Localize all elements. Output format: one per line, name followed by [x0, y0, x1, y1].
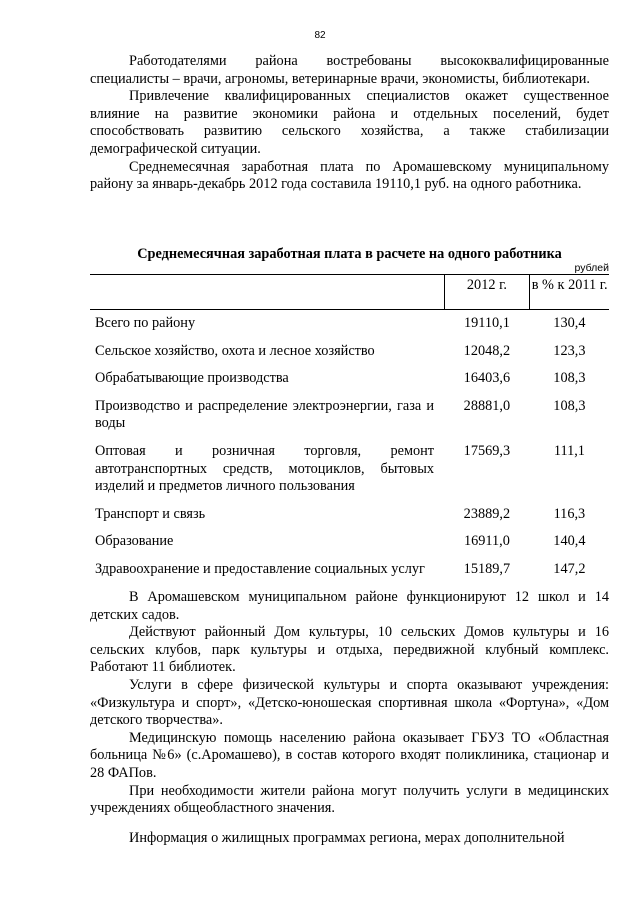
paragraph: Работодателями района востребованы высококвалифицированные специалисты – врачи, агрономы, ветеринарные врачи, экономисты, библиотекари. — [90, 53, 609, 87]
page-number: 82 — [314, 30, 326, 41]
table-header-row — [90, 275, 609, 310]
row-value: 12048,2 — [463, 342, 511, 359]
paragraph: Действуют районный Дом культуры, 10 сельских Домов культуры и 16 сельских клубов, парк культуры и отдыха, передвижной клубный комплекс. Работают 11 библиотек. — [90, 624, 609, 676]
paragraph: Услуги в сфере физической культуры и спорта оказывают учреждения: «Физкультура и спорт», «Детско-юношеская спортивная школа «Фортуна», «Дом детского творчества». — [90, 676, 609, 729]
table-title: Среднемесячная заработная плата в расчете на одного работника — [137, 246, 562, 262]
row-value: 28881,0 — [463, 397, 511, 414]
table-row — [90, 339, 609, 367]
row-percent: 111,1 — [553, 442, 585, 459]
row-label: Транспорт и связь — [95, 505, 206, 522]
row-percent: 147,2 — [553, 560, 586, 577]
row-label: Оптовая и розничная торговля, ремонт автотранспортных средств, мотоциклов, бытовых изделий и предметов личного пользования — [95, 442, 435, 495]
outro-text — [90, 589, 609, 818]
table-row — [90, 394, 609, 439]
header-percent: в % к 2011 г. — [530, 275, 609, 310]
row-value: 23889,2 — [463, 505, 511, 522]
row-label: Производство и распределение электроэнергии, газа и воды — [95, 397, 435, 432]
table-row — [90, 502, 609, 530]
table-row — [90, 557, 609, 585]
row-percent: 140,4 — [553, 533, 586, 550]
paragraph: Среднемесячная заработная плата по Аромашевскому муниципальному району за январь-декабрь 2012 года составила 19110,1 руб. на одного работника. — [90, 158, 609, 193]
paragraph: Информация о жилищных программах региона, мерах дополнительной — [129, 830, 565, 846]
row-label: Образование — [95, 533, 174, 550]
paragraph: Привлечение квалифицированных специалистов окажет существенное влияние на развитие экономики района и отдельных поселений, будет способствовать развитию сельского хозяйства, а также стабилизации демографической ситуации. — [90, 88, 609, 157]
table-row — [90, 439, 609, 502]
row-label: Здравоохранение и предоставление социальных услуг — [95, 560, 425, 577]
row-percent: 108,3 — [553, 370, 586, 387]
row-value: 16403,6 — [463, 370, 511, 387]
row-percent: 108,3 — [553, 397, 586, 414]
wage-table — [90, 274, 609, 585]
header-year: 2012 г. — [444, 275, 530, 310]
paragraph: Медицинскую помощь населению района оказывает ГБУЗ ТО «Областная больница №6» (с.Аромашево), в состав которого входят поликлиника, стационар и 28 ФАПов. — [90, 729, 609, 781]
paragraph: В Аромашевском муниципальном районе функционируют 12 школ и 14 детских садов. — [90, 589, 609, 623]
table-row — [90, 310, 609, 339]
header-empty-cell — [90, 275, 444, 310]
row-value: 17569,3 — [463, 442, 511, 459]
row-percent: 130,4 — [553, 315, 586, 331]
paragraph: При необходимости жители района могут получить услуги в медицинских учреждениях общеобластного значения. — [90, 782, 609, 817]
final-text — [90, 830, 609, 848]
row-label: Всего по району — [95, 315, 196, 331]
row-value: 19110,1 — [463, 315, 510, 331]
row-label: Сельское хозяйство, охота и лесное хозяйство — [95, 342, 375, 359]
row-percent: 116,3 — [553, 505, 586, 522]
table-unit: рублей — [574, 262, 609, 274]
intro-text — [90, 53, 609, 194]
row-label: Обрабатывающие производства — [95, 370, 289, 387]
row-value: 15189,7 — [463, 560, 511, 577]
table-row — [90, 366, 609, 394]
row-value: 16911,0 — [463, 533, 510, 550]
row-percent: 123,3 — [553, 342, 586, 359]
table-row — [90, 529, 609, 557]
